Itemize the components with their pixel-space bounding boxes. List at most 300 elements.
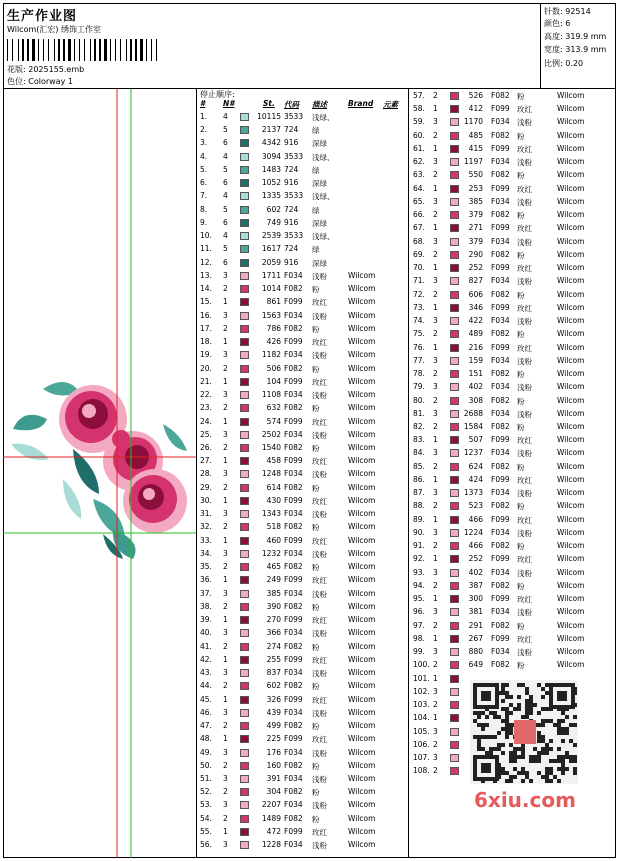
cell-desc: 浅粉 (312, 669, 327, 679)
cell-code: F099 (491, 143, 510, 153)
table-row (409, 447, 617, 460)
cell-idx: 41. (200, 641, 212, 651)
color-swatch (240, 259, 249, 267)
cell-idx: 33. (200, 535, 212, 545)
cell-needle: 2 (223, 443, 228, 452)
stitches-value: 92514 (565, 7, 591, 16)
color-swatch (450, 728, 459, 736)
cell-st: 1228 (261, 840, 281, 850)
cell-st: 2539 (261, 231, 281, 241)
table-row (197, 707, 408, 720)
cell-desc: 玫红 (517, 105, 532, 115)
cell-code: F099 (284, 376, 303, 386)
cell-brand: Wilcom (557, 263, 585, 273)
cell-code: F082 (284, 601, 303, 611)
cell-st: 2137 (261, 125, 281, 135)
cell-needle: 2 (223, 721, 228, 731)
cell-code: F034 (284, 270, 303, 280)
table-row (409, 103, 617, 116)
cell-code: F099 (284, 694, 303, 704)
cell-brand: Wilcom (557, 580, 585, 590)
cell-code: F034 (284, 707, 303, 717)
cell-code: 724 (284, 125, 299, 135)
cell-brand: Wilcom (557, 607, 585, 617)
table-row (409, 606, 617, 619)
cell-st: 326 (266, 694, 281, 704)
cell-needle: 1 (433, 263, 438, 273)
cell-needle: 5 (223, 244, 228, 254)
cell-brand: Wilcom (348, 509, 376, 519)
cell-brand: Wilcom (348, 681, 376, 691)
cell-st: 523 (468, 501, 483, 511)
cell-desc: 玫红 (312, 695, 327, 705)
cell-st: 412 (468, 104, 483, 114)
color-swatch (450, 555, 459, 563)
cell-code: F099 (284, 337, 303, 347)
cell-desc: 浅粉 (312, 708, 327, 718)
cell-st: 267 (468, 633, 483, 643)
table-row (409, 183, 617, 196)
table-row (409, 302, 617, 315)
cell-st: 1711 (261, 270, 281, 280)
cell-st: 1224 (463, 527, 483, 537)
cell-desc: 粉 (517, 370, 525, 380)
cell-st: 1617 (261, 244, 281, 254)
cell-idx: 50. (200, 760, 212, 770)
cell-desc: 粉 (312, 642, 320, 652)
cell-code: F034 (491, 567, 510, 577)
table-row (409, 262, 617, 275)
cell-brand: Wilcom (557, 236, 585, 246)
table-row (197, 667, 408, 680)
cell-brand: Wilcom (557, 461, 585, 471)
cell-st: 366 (266, 628, 281, 638)
color-swatch (240, 166, 249, 174)
cell-code: F034 (491, 157, 510, 167)
cell-needle: 4 (223, 151, 228, 161)
color-swatch (450, 304, 459, 312)
table-row (409, 633, 617, 646)
color-swatch (450, 105, 459, 113)
cell-idx: 34. (200, 548, 212, 558)
cell-brand: Wilcom (348, 615, 376, 625)
cell-desc: 浅绿、 (312, 192, 335, 202)
color-swatch (240, 298, 249, 306)
color-swatch (240, 484, 249, 492)
cell-st: 2502 (261, 429, 281, 439)
color-swatch (240, 391, 249, 399)
cell-idx: 10. (200, 231, 212, 241)
cell-needle: 2 (433, 91, 438, 100)
cell-desc: 玫红 (312, 377, 327, 387)
cell-brand: Wilcom (557, 660, 585, 670)
table-row (197, 376, 408, 389)
table-row (409, 169, 617, 182)
cell-needle: 1 (433, 342, 438, 352)
cell-code: F082 (284, 482, 303, 492)
cell-code: F034 (284, 628, 303, 638)
cell-needle: 3 (433, 382, 438, 392)
cell-idx: 49. (200, 747, 212, 757)
color-swatch (450, 701, 459, 709)
cell-desc: 粉 (312, 444, 320, 453)
cell-code: F099 (491, 594, 510, 604)
table-header (197, 99, 408, 110)
table-row (197, 733, 408, 746)
cell-desc: 绿 (312, 165, 320, 175)
color-swatch (450, 542, 459, 550)
color-swatch (450, 661, 459, 669)
colorway-value: Colorway 1 (28, 77, 73, 86)
cell-idx: 60. (413, 130, 425, 140)
qr-code (470, 680, 578, 784)
color-swatch (450, 688, 459, 696)
cell-needle: 2 (433, 739, 438, 749)
table-row (197, 177, 408, 190)
cell-idx: 65. (413, 196, 425, 206)
cell-idx: 26. (200, 443, 212, 452)
cell-st: 624 (468, 461, 483, 471)
cell-idx: 93. (413, 567, 425, 577)
cell-idx: 82. (413, 422, 425, 431)
cell-brand: Wilcom (348, 323, 376, 333)
cell-st: 827 (468, 276, 483, 286)
color-swatch (240, 735, 249, 743)
color-swatch (450, 317, 459, 325)
cell-brand: Wilcom (348, 813, 376, 823)
cell-idx: 43. (200, 668, 212, 678)
stop-sequence-title: 停止顺序: (200, 90, 235, 99)
table-row (409, 527, 617, 540)
cell-needle: 2 (433, 130, 438, 140)
table-row (197, 217, 408, 230)
cell-st: 304 (266, 787, 281, 797)
table-row (197, 548, 408, 561)
cell-idx: 48. (200, 734, 212, 744)
cell-needle: 1 (223, 495, 228, 505)
cell-brand: Wilcom (348, 429, 376, 439)
color-swatch (450, 767, 459, 775)
cell-brand: Wilcom (557, 210, 585, 220)
cell-st: 379 (468, 210, 483, 220)
cell-st: 837 (266, 668, 281, 678)
cell-desc: 粉 (517, 211, 525, 221)
cell-needle: 1 (223, 376, 228, 386)
pattern-label: 花版: (7, 65, 26, 74)
cell-desc: 粉 (517, 250, 525, 260)
cell-st: 1052 (261, 178, 281, 188)
width-value: 313.9 mm (565, 45, 607, 54)
color-swatch (450, 516, 459, 524)
cell-needle: 3 (433, 157, 438, 167)
color-swatch (450, 277, 459, 285)
cell-st: 274 (266, 641, 281, 651)
cell-st: 458 (266, 456, 281, 466)
color-swatch (240, 153, 249, 161)
cell-code: F099 (491, 342, 510, 352)
pattern-value: 2025155.emb (28, 65, 85, 74)
cell-idx: 90. (413, 527, 425, 537)
cell-brand: Wilcom (348, 482, 376, 492)
table-row (409, 434, 617, 447)
color-swatch (240, 457, 249, 465)
cell-idx: 22. (200, 390, 212, 400)
cell-code: F034 (284, 747, 303, 757)
color-swatch (450, 608, 459, 616)
cell-needle: 1 (223, 297, 228, 307)
cell-st: 104 (266, 376, 281, 386)
cell-st: 439 (266, 707, 281, 717)
cell-needle: 2 (433, 369, 438, 379)
cell-needle: 3 (223, 747, 228, 757)
table-row (409, 620, 617, 633)
cell-desc: 玫红 (312, 457, 327, 467)
watermark-text: 6xiu.com (474, 788, 576, 812)
color-swatch (450, 198, 459, 206)
cell-idx: 59. (413, 117, 425, 127)
cell-desc: 粉 (312, 722, 320, 732)
table-row (409, 368, 617, 381)
cell-st: 2207 (261, 800, 281, 810)
cell-desc: 玫红 (517, 515, 532, 525)
cell-idx: 76. (413, 342, 425, 352)
cell-desc: 浅绿、 (312, 113, 335, 122)
cell-idx: 75. (413, 329, 425, 339)
cell-code: F082 (491, 91, 510, 100)
color-swatch (240, 629, 249, 637)
table-row (197, 402, 408, 415)
cell-idx: 11. (200, 244, 212, 254)
cell-brand: Wilcom (348, 297, 376, 307)
cell-st: 518 (266, 522, 281, 532)
cell-brand: Wilcom (557, 143, 585, 153)
cell-st: 1197 (463, 157, 483, 167)
cell-st: 574 (266, 416, 281, 426)
cell-code: F082 (284, 363, 303, 373)
cell-needle: 2 (433, 501, 438, 511)
cell-desc: 粉 (517, 581, 525, 591)
cell-brand: Wilcom (348, 535, 376, 545)
color-swatch (240, 576, 249, 584)
table-row (197, 614, 408, 627)
color-swatch (450, 291, 459, 299)
cell-desc: 玫红 (312, 496, 327, 506)
cell-code: F082 (491, 541, 510, 551)
color-swatch (450, 397, 459, 405)
color-swatch (450, 714, 459, 722)
color-swatch (450, 344, 459, 352)
cell-idx: 45. (200, 694, 212, 704)
cell-desc: 浅粉 (312, 775, 327, 784)
cell-brand: Wilcom (557, 620, 585, 630)
color-swatch (450, 211, 459, 219)
table-row (197, 257, 408, 270)
cell-code: F034 (491, 236, 510, 246)
cell-desc: 粉 (517, 290, 525, 300)
cell-st: 1483 (261, 164, 281, 174)
cell-idx: 6. (200, 178, 208, 188)
cell-st: 460 (266, 535, 281, 545)
cell-brand: Wilcom (557, 170, 585, 180)
color-swatch (450, 145, 459, 153)
cell-st: 1343 (261, 509, 281, 519)
colorway-label: 色位: (7, 77, 26, 86)
cell-code: F082 (491, 289, 510, 299)
cell-code: F034 (284, 469, 303, 479)
color-swatch (240, 682, 249, 690)
cell-idx: 95. (413, 594, 425, 604)
cell-idx: 89. (413, 514, 425, 524)
cell-needle: 1 (223, 694, 228, 704)
cell-needle: 2 (433, 170, 438, 180)
cell-idx: 31. (200, 509, 212, 519)
cell-idx: 37. (200, 588, 212, 598)
cell-idx: 100. (413, 660, 430, 670)
color-swatch (450, 118, 459, 126)
cell-idx: 62. (413, 157, 425, 167)
design-preview (3, 89, 197, 858)
table-row (409, 553, 617, 566)
color-swatch (240, 762, 249, 770)
cell-code: F082 (491, 249, 510, 259)
cell-code: F034 (284, 509, 303, 519)
cell-idx: 40. (200, 628, 212, 638)
cell-idx: 61. (413, 143, 425, 153)
cell-idx: 98. (413, 633, 425, 643)
cell-needle: 2 (433, 660, 438, 670)
table-row (197, 588, 408, 601)
cell-needle: 3 (433, 527, 438, 537)
cell-desc: 浅粉 (312, 589, 327, 599)
cell-st: 10115 (257, 112, 281, 121)
cell-st: 606 (468, 289, 483, 299)
cell-desc: 浅粉 (517, 317, 532, 327)
cell-idx: 51. (200, 774, 212, 783)
cell-needle: 2 (223, 641, 228, 651)
cell-code: F034 (284, 840, 303, 850)
color-swatch (450, 582, 459, 590)
header-desc: 描述 (312, 100, 327, 109)
table-row (197, 468, 408, 481)
cell-brand: Wilcom (557, 130, 585, 140)
cell-brand: Wilcom (557, 117, 585, 127)
color-swatch (240, 590, 249, 598)
cell-st: 252 (468, 554, 483, 564)
cell-brand: Wilcom (348, 601, 376, 611)
cell-desc: 玫红 (312, 655, 327, 665)
table-row (197, 561, 408, 574)
cell-idx: 1. (200, 112, 208, 121)
cell-brand: Wilcom (348, 628, 376, 638)
cell-desc: 粉 (312, 602, 320, 612)
cell-code: F099 (491, 474, 510, 484)
table-row (197, 495, 408, 508)
cell-needle: 1 (433, 302, 438, 312)
cell-needle: 3 (223, 774, 228, 783)
cell-brand: Wilcom (348, 826, 376, 836)
cell-needle: 5 (223, 164, 228, 174)
cell-brand: Wilcom (557, 382, 585, 392)
color-swatch (240, 179, 249, 187)
table-row (409, 408, 617, 421)
table-row (409, 500, 617, 513)
cell-idx: 79. (413, 382, 425, 392)
table-row (197, 243, 408, 256)
cell-idx: 16. (200, 310, 212, 320)
cell-needle: 2 (433, 620, 438, 630)
cell-idx: 81. (413, 408, 425, 418)
cell-idx: 102. (413, 686, 430, 696)
cell-desc: 粉 (517, 131, 525, 141)
cell-needle: 3 (433, 607, 438, 617)
cell-idx: 19. (200, 350, 212, 360)
cell-idx: 28. (200, 469, 212, 479)
cell-idx: 80. (413, 395, 425, 405)
cell-needle: 1 (223, 826, 228, 836)
cell-brand: Wilcom (557, 289, 585, 299)
cell-code: F082 (284, 787, 303, 797)
page-title: 生产作业图 (7, 9, 78, 24)
cell-idx: 97. (413, 620, 425, 630)
cell-desc: 玫红 (517, 595, 532, 605)
cell-desc: 粉 (517, 330, 525, 340)
cell-idx: 15. (200, 297, 212, 307)
cell-desc: 玫红 (517, 634, 532, 644)
cell-idx: 27. (200, 456, 212, 466)
table-row (197, 799, 408, 812)
cell-desc: 玫红 (517, 184, 532, 194)
table-row (409, 315, 617, 328)
cell-needle: 4 (223, 112, 228, 121)
cell-brand: Wilcom (557, 647, 585, 657)
cell-idx: 92. (413, 554, 425, 564)
cell-st: 430 (266, 495, 281, 505)
cell-idx: 78. (413, 369, 425, 379)
cell-brand: Wilcom (557, 501, 585, 511)
color-swatch (240, 550, 249, 558)
color-swatch (450, 357, 459, 365)
cell-code: F099 (284, 456, 303, 466)
cell-needle: 3 (223, 800, 228, 810)
cell-st: 252 (468, 263, 483, 273)
cell-needle: 2 (223, 522, 228, 532)
cell-code: F034 (284, 668, 303, 678)
cell-code: 3533 (284, 191, 304, 201)
cell-needle: 3 (223, 469, 228, 479)
color-swatch (450, 436, 459, 444)
cell-brand: Wilcom (557, 527, 585, 537)
cell-brand: Wilcom (557, 329, 585, 339)
cell-st: 1335 (261, 191, 281, 201)
cell-idx: 23. (200, 403, 212, 413)
color-swatch (240, 272, 249, 280)
color-swatch (240, 126, 249, 134)
cell-needle: 2 (433, 541, 438, 551)
colors-stat: 颜色: 6 (544, 19, 571, 28)
cell-desc: 粉 (312, 814, 320, 824)
cell-st: 422 (468, 316, 483, 326)
cell-st: 1373 (463, 488, 483, 498)
cell-st: 271 (468, 223, 483, 233)
color-swatch (240, 749, 249, 757)
cell-brand: Wilcom (557, 567, 585, 577)
cell-brand: Wilcom (557, 316, 585, 326)
cell-idx: 58. (413, 104, 425, 114)
cell-code: F082 (284, 721, 303, 731)
table-row (197, 455, 408, 468)
color-swatch (240, 510, 249, 518)
cell-needle: 2 (223, 813, 228, 823)
